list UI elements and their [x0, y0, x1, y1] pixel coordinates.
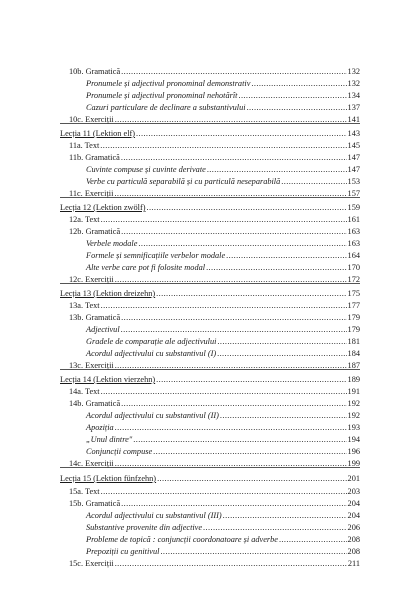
toc-page-number: 181 — [347, 337, 360, 346]
dot-leader — [203, 523, 347, 533]
toc-section-entry — [69, 114, 360, 125]
toc-section-entry — [69, 486, 360, 497]
toc-page-number: 204 — [347, 499, 360, 508]
toc-subtopic-entry — [86, 510, 360, 521]
toc-subtopic-entry — [86, 164, 360, 175]
dot-leader — [238, 91, 346, 101]
toc-entry-title: 12c. Exerciții — [69, 275, 114, 284]
dot-leader — [138, 239, 346, 249]
toc-subtopic-entry — [86, 534, 360, 545]
toc-subtopic-entry — [86, 546, 360, 557]
toc-section-entry — [69, 312, 360, 323]
toc-page-number: 159 — [347, 203, 360, 212]
toc-entry-title: Substantive provenite din adjective — [86, 523, 203, 532]
toc-entry-title: Cuvinte compuse și cuvinte derivate — [86, 165, 206, 174]
dot-leader — [207, 165, 347, 175]
toc-page-number: 170 — [347, 263, 360, 272]
dot-leader — [217, 337, 346, 347]
toc-lesson-heading — [60, 374, 360, 385]
dot-leader — [220, 411, 347, 421]
toc-page-number: 179 — [347, 325, 360, 334]
toc-entry-title: Probleme de topică : conjuncții coordonatoare și adverbe — [86, 535, 278, 544]
toc-entry-title: Conjuncții compuse — [86, 447, 153, 456]
toc-lesson-heading — [60, 202, 360, 213]
toc-entry-title: Gradele de comparație ale adjectivului — [86, 337, 217, 346]
dot-leader — [226, 251, 346, 261]
toc-page-number: 163 — [347, 227, 360, 236]
dot-leader — [279, 535, 347, 545]
dot-leader — [115, 115, 347, 125]
toc-entry-title: 14a. Text — [69, 387, 100, 396]
toc-page-number: 147 — [347, 165, 360, 174]
dot-leader — [121, 499, 346, 509]
dot-leader — [160, 547, 346, 557]
toc-section-entry — [69, 398, 360, 409]
dot-leader — [101, 215, 347, 225]
dot-leader — [121, 313, 346, 323]
dot-leader — [100, 141, 346, 151]
toc-page-number: 147 — [347, 153, 360, 162]
dot-leader — [114, 189, 346, 199]
toc-page-number: 132 — [347, 79, 360, 88]
toc-page-number: 189 — [347, 375, 360, 384]
toc-entry-title: Prepoziții cu genitivul — [86, 547, 160, 556]
toc-section-entry — [69, 498, 360, 509]
dot-leader — [121, 325, 347, 335]
toc-page-number: 201 — [347, 474, 360, 483]
toc-entry-title: Pronumele și adjectivul pronominal demonstrativ — [86, 79, 251, 88]
dot-leader — [217, 349, 346, 359]
toc-subtopic-entry — [86, 336, 360, 347]
toc-entry-title: 10b. Gramatică — [69, 67, 121, 76]
dot-leader — [115, 361, 347, 371]
toc-entry-title: Acordul adjectivului cu substantivul (III) — [86, 511, 222, 520]
toc-section-entry — [69, 226, 360, 237]
toc-entry-title: 12b. Gramatică — [69, 227, 121, 236]
toc-subtopic-entry — [86, 324, 360, 335]
toc-entry-title: 11c. Exerciții — [69, 189, 114, 198]
toc-lesson-heading — [60, 128, 360, 139]
toc-page-number: 141 — [347, 115, 360, 124]
toc-page-number: 177 — [347, 301, 360, 310]
toc-subtopic-entry — [86, 102, 360, 113]
toc-entry-title: 11b. Gramatică — [69, 153, 120, 162]
dot-leader — [115, 559, 347, 569]
toc-entry-title: 14c. Exerciții — [69, 459, 114, 468]
toc-entry-title: 15a. Text — [69, 487, 100, 496]
dot-leader — [156, 289, 346, 299]
dot-leader — [156, 375, 346, 385]
toc-subtopic-entry — [86, 422, 360, 433]
toc-entry-title: 10c. Exerciții — [69, 115, 114, 124]
toc-page-number: 187 — [347, 361, 360, 370]
dot-leader — [251, 79, 346, 89]
toc-subtopic-entry — [86, 238, 360, 249]
toc-page-number: 208 — [347, 547, 360, 556]
toc-entry-title: Adjectivul — [86, 325, 120, 334]
dot-leader — [115, 275, 347, 285]
toc-page-number: 172 — [347, 275, 360, 284]
toc-entry-title: Acordul adjectivului cu substantivul (II) — [86, 411, 219, 420]
toc-entry-title: 13a. Text — [69, 301, 100, 310]
toc-page-number: 157 — [347, 189, 360, 198]
dot-leader — [223, 511, 347, 521]
toc-section-entry — [69, 214, 360, 225]
toc-page-number: 164 — [347, 251, 360, 260]
toc-entry-title: 13c. Exerciții — [69, 361, 114, 370]
toc-page-number: 184 — [347, 349, 360, 358]
dot-leader — [153, 447, 346, 457]
toc-subtopic-entry — [86, 522, 360, 533]
toc-page-number: 208 — [347, 535, 360, 544]
toc-page-number: 163 — [347, 239, 360, 248]
toc-page-number: 199 — [347, 459, 360, 468]
toc-page-number: 206 — [347, 523, 360, 532]
toc-page-number: 191 — [347, 387, 360, 396]
toc-entry-title: Lecția 14 (Lektion vierzehn) — [60, 375, 156, 384]
toc-page-number: 134 — [347, 91, 360, 100]
dot-leader — [101, 387, 347, 397]
toc-page-number: 204 — [347, 511, 360, 520]
dot-leader — [121, 153, 347, 163]
toc-entry-title: Apoziția — [86, 423, 114, 432]
toc-lesson-heading — [60, 473, 360, 484]
toc-section-entry — [69, 360, 360, 371]
dot-leader — [133, 435, 346, 445]
toc-lesson-heading — [60, 288, 360, 299]
toc-entry-title: „Unul dintre" — [86, 435, 133, 444]
toc-page-number: 145 — [347, 141, 360, 150]
toc-entry-title: Cazuri particulare de declinare a substantivului — [86, 103, 246, 112]
dot-leader — [101, 487, 347, 497]
toc-entry-title: 14b. Gramatică — [69, 399, 121, 408]
toc-entry-title: Pronumele și adjectivul pronominal nehotărît — [86, 91, 238, 100]
toc-subtopic-entry — [86, 348, 360, 359]
toc-subtopic-entry — [86, 250, 360, 261]
dot-leader — [121, 67, 346, 77]
toc-entry-title: 12a. Text — [69, 215, 100, 224]
dot-leader — [121, 227, 346, 237]
toc-subtopic-entry — [86, 176, 360, 187]
toc-section-entry — [69, 152, 360, 163]
toc-entry-title: Lecția 12 (Lektion zwölf) — [60, 203, 146, 212]
toc-section-entry — [69, 458, 360, 469]
toc-page-number: 203 — [347, 487, 360, 496]
dot-leader — [146, 203, 346, 213]
toc-page-number: 192 — [347, 411, 360, 420]
toc-entry-title: Alte verbe care pot fi folosite modal — [86, 263, 206, 272]
toc-entry-title: Lecția 15 (Lektion fünfzehn) — [60, 474, 157, 483]
toc-entry-title: Verbe cu particulă separabilă și cu particulă neseparabilă — [86, 177, 281, 186]
toc-page-number: 196 — [347, 447, 360, 456]
toc-section-entry — [69, 66, 360, 77]
toc-entry-title: Acordul adjectivului cu substantivul (I) — [86, 349, 217, 358]
toc-section-entry — [69, 274, 360, 285]
dot-leader — [281, 177, 346, 187]
toc-section-entry — [69, 300, 360, 311]
toc-page-number: 192 — [347, 399, 360, 408]
toc-entry-title: Formele și semnificațiile verbelor modale — [86, 251, 226, 260]
dot-leader — [115, 459, 347, 469]
toc-page-number: 132 — [347, 67, 360, 76]
toc-entry-title: Lecția 13 (Lektion dreizehn) — [60, 289, 156, 298]
toc-page-number: 143 — [347, 129, 360, 138]
toc-page-number: 175 — [347, 289, 360, 298]
toc-page-number: 161 — [347, 215, 360, 224]
toc-page-number: 179 — [347, 313, 360, 322]
dot-leader — [247, 103, 347, 113]
toc-page-number: 211 — [347, 559, 360, 568]
toc-entry-title: Lecția 11 (Lektion elf) — [60, 129, 136, 138]
toc-entry-title: 11a. Text — [69, 141, 100, 150]
dot-leader — [157, 474, 346, 484]
dot-leader — [206, 263, 346, 273]
toc-subtopic-entry — [86, 262, 360, 273]
toc-subtopic-entry — [86, 410, 360, 421]
toc-entry-title: Verbele modale — [86, 239, 138, 248]
dot-leader — [101, 301, 347, 311]
toc-section-entry — [69, 558, 360, 569]
toc-section-entry — [69, 386, 360, 397]
dot-leader — [115, 423, 347, 433]
toc-subtopic-entry — [86, 434, 360, 445]
toc-page-number: 194 — [347, 435, 360, 444]
toc-entry-title: 15c. Exerciții — [69, 559, 114, 568]
dot-leader — [121, 399, 346, 409]
toc-entry-title: 15b. Gramatică — [69, 499, 121, 508]
toc-page-number: 137 — [347, 103, 360, 112]
toc-subtopic-entry — [86, 78, 360, 89]
toc-subtopic-entry — [86, 90, 360, 101]
toc-subtopic-entry — [86, 446, 360, 457]
toc-section-entry — [69, 188, 360, 199]
toc-entry-title: 13b. Gramatică — [69, 313, 121, 322]
toc-page-number: 153 — [347, 177, 360, 186]
toc-page-number: 193 — [347, 423, 360, 432]
dot-leader — [136, 129, 347, 139]
toc-section-entry — [69, 140, 360, 151]
